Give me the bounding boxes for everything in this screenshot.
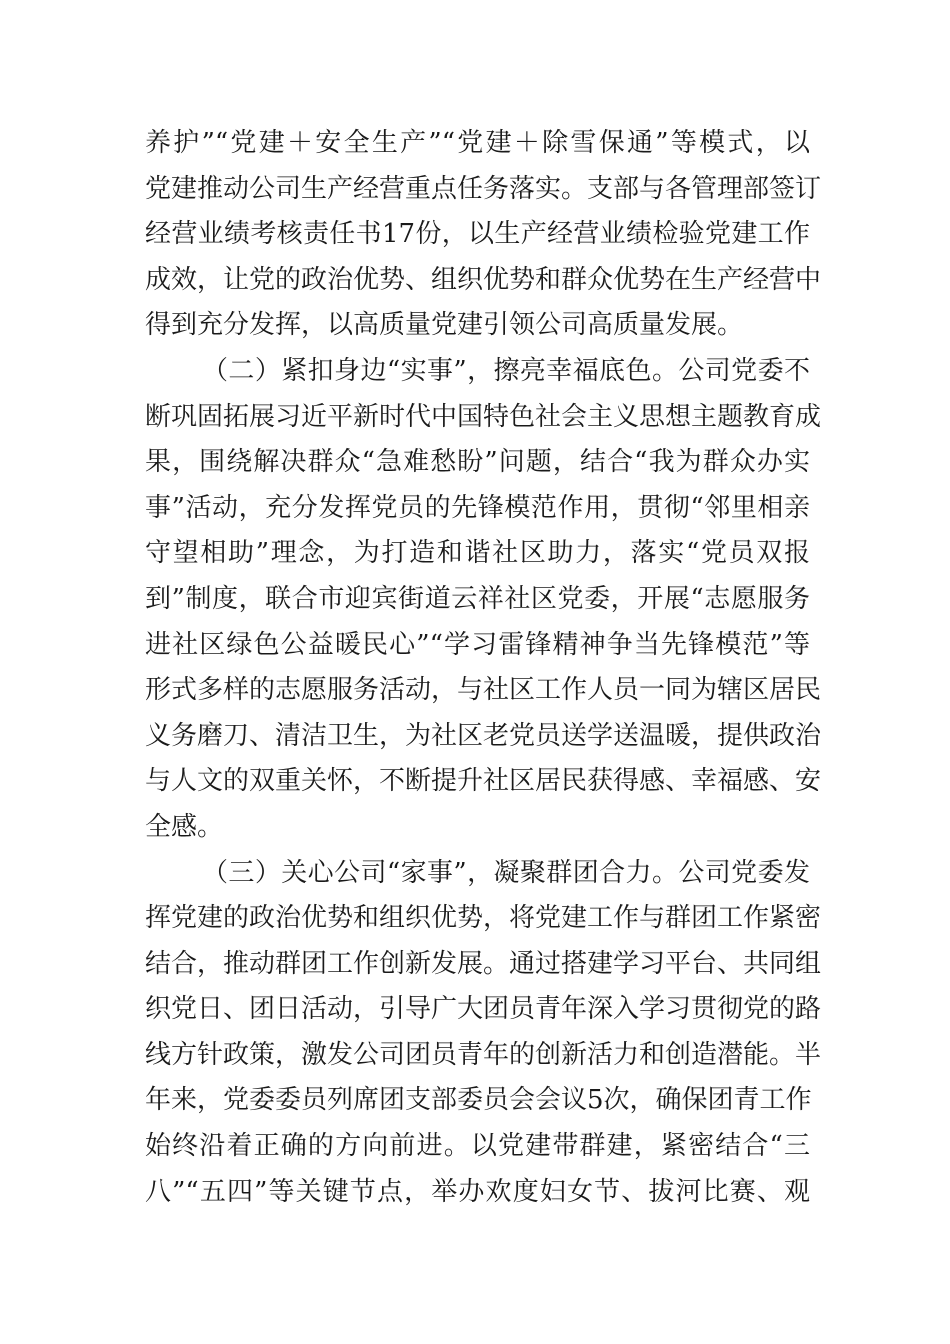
text-line: 经营业绩考核责任书17份，以生产经营业绩检验党建工作 xyxy=(145,219,810,250)
text-line: 始终沿着正确的方向前进。以党建带群建，紧密结合“三 xyxy=(145,1131,810,1162)
text-line: 年来，党委委员列席团支部委员会会议5次，确保团青工作 xyxy=(145,1085,812,1116)
text-line: 织党日、团日活动，引导广大团员青年深入学习贯彻党的路 xyxy=(145,994,822,1025)
text-line: 八”“五四”等关键节点，举办欢度妇女节、拔河比赛、观 xyxy=(145,1176,810,1207)
text-line: 全感。 xyxy=(145,811,224,842)
text-line: 养护”“党建＋安全生产”“党建＋除雪保通”等模式，以 xyxy=(145,128,810,158)
section-heading-line: （三）关心公司“家事”，凝聚群团合力。公司党委发 xyxy=(202,857,810,888)
text-line: 义务磨刀、清洁卫生，为社区老党员送学送温暖，提供政治 xyxy=(145,720,822,751)
text-line: 事”活动，充分发挥党员的先锋模范作用，贯彻“邻里相亲 xyxy=(145,492,810,523)
section-heading-line: （二）紧扣身边“实事”，擦亮幸福底色。公司党委不 xyxy=(202,355,810,386)
text-line: 得到充分发挥，以高质量党建引领公司高质量发展。 xyxy=(145,310,744,341)
text-line: 果，围绕解决群众“急难愁盼”问题，结合“我为群众办实 xyxy=(145,447,810,478)
text-line: 断巩固拓展习近平新时代中国特色社会主义思想主题教育成 xyxy=(145,401,822,432)
document-body xyxy=(145,121,822,1215)
text-line: 挥党建的政治优势和组织优势，将党建工作与群团工作紧密 xyxy=(145,903,822,934)
text-line: 党建推动公司生产经营重点任务落实。支部与各管理部签订 xyxy=(145,173,822,204)
text-line: 进社区绿色公益暖民心”“学习雷锋精神争当先锋模范”等 xyxy=(145,629,810,660)
text-line: 成效，让党的政治优势、组织优势和群众优势在生产经营中 xyxy=(145,264,822,295)
text-line: 结合，推动群团工作创新发展。通过搭建学习平台、共同组 xyxy=(145,948,822,979)
text-line: 线方针政策，激发公司团员青年的创新活力和创造潜能。半 xyxy=(145,1039,822,1070)
text-line: 形式多样的志愿服务活动，与社区工作人员一同为辖区居民 xyxy=(145,675,822,706)
text-line: 与人文的双重关怀，不断提升社区居民获得感、幸福感、安 xyxy=(145,766,822,797)
text-line: 到”制度，联合市迎宾街道云祥社区党委，开展“志愿服务 xyxy=(145,583,810,614)
text-line: 守望相助”理念，为打造和谐社区助力，落实“党员双报 xyxy=(145,538,810,569)
